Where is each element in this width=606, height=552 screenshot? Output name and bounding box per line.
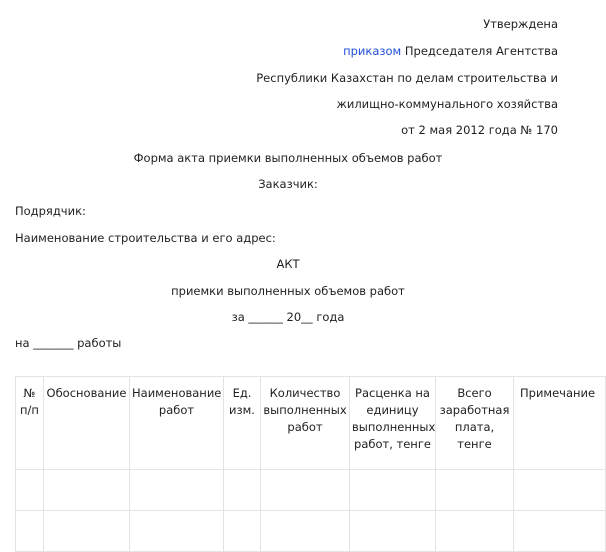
order-date-line: от 2 мая 2012 года № 170: [401, 123, 558, 137]
customer-label: Заказчик:: [258, 177, 318, 191]
table-row: [16, 470, 606, 511]
table-header-row: [16, 377, 606, 470]
table-cell: [514, 511, 606, 552]
table-cell: [16, 511, 44, 552]
form-title: Форма акта приемки выполненных объемов работ: [133, 151, 443, 165]
act-subtitle: приемки выполненных объемов работ: [171, 284, 405, 298]
construction-label: Наименование строительства и его адрес:: [15, 231, 276, 245]
act-works: на _______ работы: [15, 336, 122, 350]
order-link[interactable]: приказом: [343, 44, 402, 58]
table-cell: [16, 470, 44, 511]
table-cell: [261, 470, 350, 511]
header-cell-rate: Расценка на единицу выполненных работ, тенге: [350, 377, 436, 470]
approval-line: Утверждена: [483, 17, 558, 31]
table-cell: [514, 470, 606, 511]
table-cell: [44, 470, 130, 511]
header-cell-note: Примечание: [514, 377, 606, 470]
table-cell: [350, 470, 436, 511]
agency-line: Республики Казахстан по делам строительства и: [256, 71, 558, 85]
agency-line-2: жилищно-коммунального хозяйства: [336, 97, 558, 111]
table-cell: [224, 511, 261, 552]
table-cell: [436, 470, 514, 511]
act-title: АКТ: [276, 257, 300, 271]
table-cell: [436, 511, 514, 552]
order-line-rest: Председателя Агентства: [401, 44, 558, 58]
contractor-label: Подрядчик:: [15, 204, 86, 218]
acceptance-table-container[interactable]: [15, 376, 596, 519]
table-cell: [224, 470, 261, 511]
header-cell-basis: Обоснование: [44, 377, 130, 470]
table-cell: [130, 511, 224, 552]
acceptance-table: [15, 376, 606, 552]
header-cell-number: № п/п: [16, 377, 44, 470]
table-cell: [261, 511, 350, 552]
header-cell-unit: Ед. изм.: [224, 377, 261, 470]
table-cell: [130, 470, 224, 511]
table-cell: [350, 511, 436, 552]
act-period: за ______ 20__ года: [231, 310, 345, 324]
approval-order-line: [343, 43, 558, 59]
table-row: [16, 511, 606, 552]
table-cell: [44, 511, 130, 552]
header-cell-total-wage: Всего заработная плата, тенге: [436, 377, 514, 470]
header-cell-quantity: Количество выполненных работ: [261, 377, 350, 470]
header-cell-work-name: Наименование работ: [130, 377, 224, 470]
